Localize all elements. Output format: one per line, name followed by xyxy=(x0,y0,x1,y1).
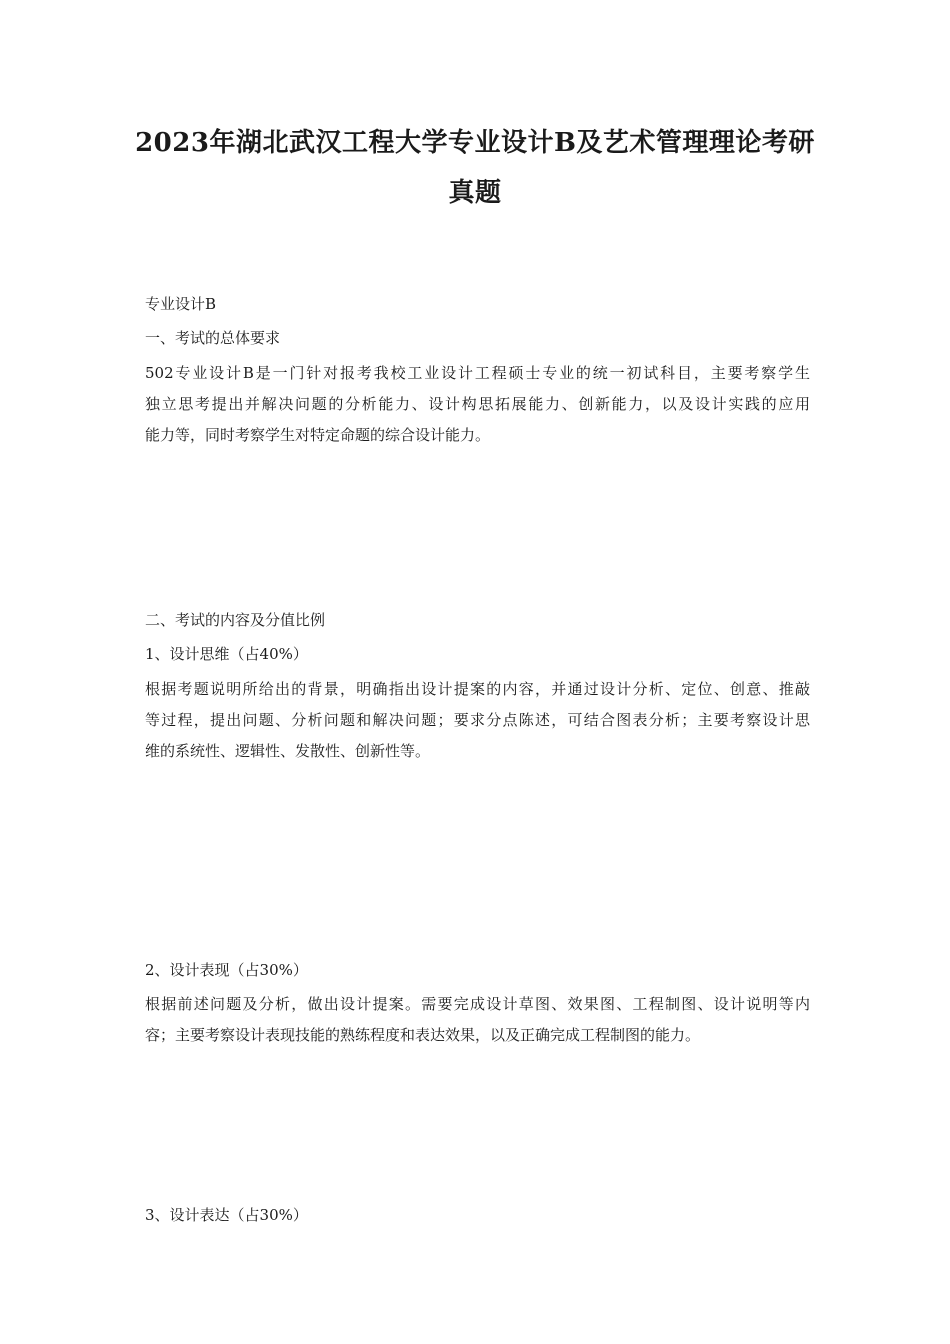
item-1-heading: 1、设计思维（占40%） xyxy=(145,645,308,663)
item-1-body-line: 维的系统性、逻辑性、发散性、创新性等。 xyxy=(145,742,431,760)
title-line-2: 真题 xyxy=(448,178,502,208)
section-1-body-line: 能力等，同时考察学生对特定命题的综合设计能力。 xyxy=(145,426,491,444)
item-3-heading: 3、设计表达（占30%） xyxy=(145,1206,308,1224)
document-title xyxy=(120,118,830,218)
item-1-body xyxy=(145,674,810,767)
item-2-heading: 2、设计表现（占30%） xyxy=(145,961,308,979)
item-2-body xyxy=(145,989,810,1051)
item-2-body-line: 根据前述问题及分析，做出设计提案。需要完成设计草图、效果图、工程制图、设计说明等内 xyxy=(145,995,810,1013)
section-1-body-line: 独立思考提出并解决问题的分析能力、设计构思拓展能力、创新能力，以及设计实践的应用 xyxy=(145,395,810,413)
section-1-body-line: 502专业设计B是一门针对报考我校工业设计工程硕士专业的统一初试科目，主要考察学生 xyxy=(145,364,810,382)
section-2-heading: 二、考试的内容及分值比例 xyxy=(145,611,326,629)
item-1-body-line: 等过程，提出问题、分析问题和解决问题；要求分点陈述，可结合图表分析；主要考察设计思 xyxy=(145,711,810,729)
title-line-1: 2023年湖北武汉工程大学专业设计B及艺术管理理论考研 xyxy=(135,128,815,158)
subject-heading: 专业设计B xyxy=(145,295,217,313)
section-1-heading: 一、考试的总体要求 xyxy=(145,329,281,347)
item-1-body-line: 根据考题说明所给出的背景，明确指出设计提案的内容，并通过设计分析、定位、创意、推敲 xyxy=(145,680,810,698)
section-1-body xyxy=(145,358,810,451)
item-2-body-line: 容；主要考察设计表现技能的熟练程度和表达效果，以及正确完成工程制图的能力。 xyxy=(145,1026,701,1044)
